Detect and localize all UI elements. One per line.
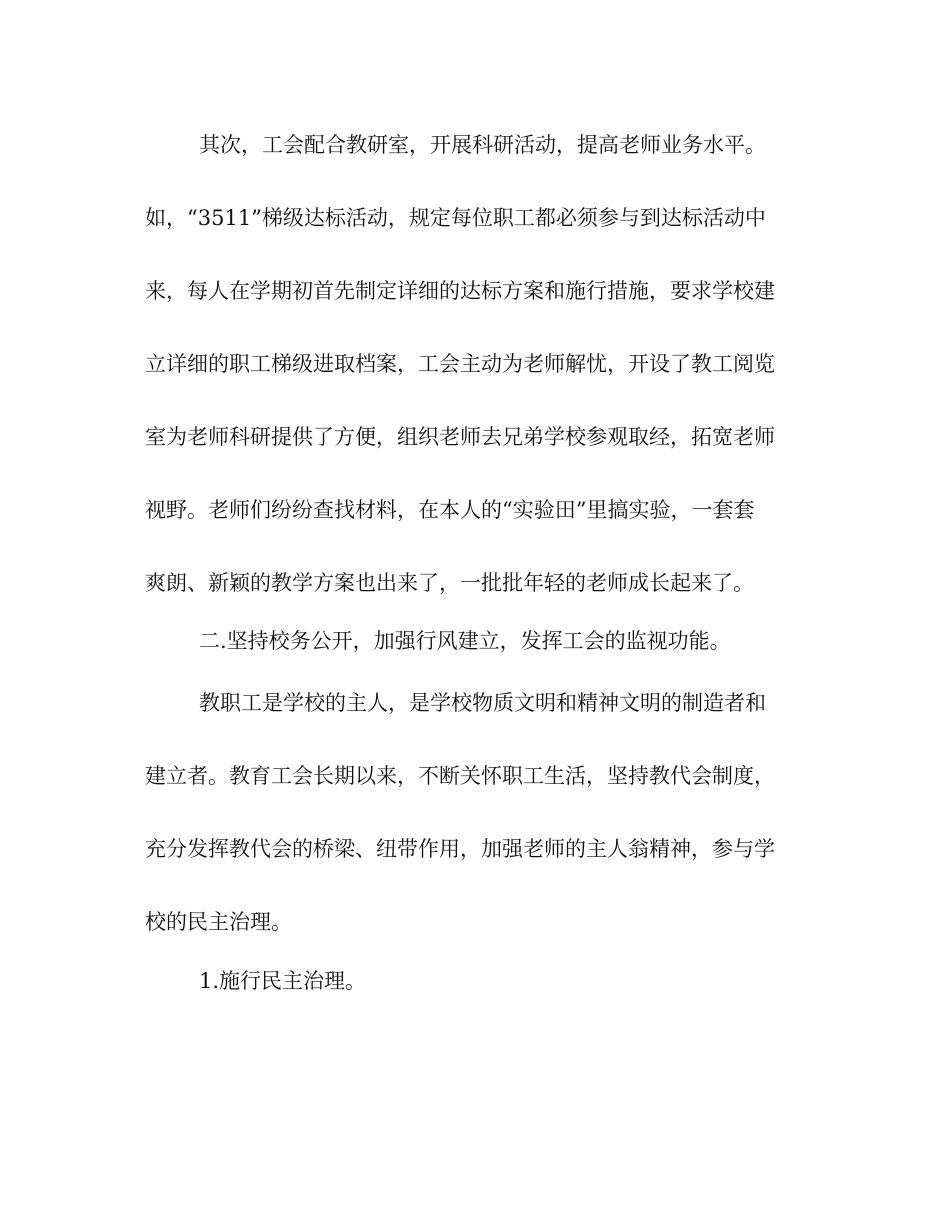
paragraph-line-5: 室为老师科研提供了方便，组织老师去兄弟学校参观取经，拓宽老师 [145, 425, 775, 449]
paragraph-line-4: 立详细的职工梯级进取档案，工会主动为老师解忧，开设了教工阅览 [145, 352, 775, 376]
subsection-heading: 1.施行民主治理。 [199, 969, 367, 993]
paragraph-line-11: 校的民主治理。 [145, 910, 292, 934]
paragraph-line-2: 如，“3511”梯级达标活动，规定每位职工都必须参与到达标活动中 [145, 206, 766, 230]
paragraph-line-8: 教职工是学校的主人，是学校物质文明和精神文明的制造者和 [199, 691, 766, 715]
paragraph-line-3: 来，每人在学期初首先制定详细的达标方案和施行措施，要求学校建 [145, 279, 775, 303]
paragraph-line-6: 视野。老师们纷纷查找材料，在本人的“实验田”里搞实验，一套套 [145, 498, 755, 522]
section-heading: 二.坚持校务公开，加强行风建立，发挥工会的监视功能。 [199, 629, 731, 653]
paragraph-line-10: 充分发挥教代会的桥梁、纽带作用，加强老师的主人翁精神，参与学 [145, 837, 775, 861]
paragraph-line-1: 其次，工会配合教研室，开展科研活动，提高老师业务水平。 [199, 133, 766, 157]
paragraph-line-9: 建立者。教育工会长期以来，不断关怀职工生活，坚持教代会制度， [145, 764, 775, 788]
paragraph-line-7: 爽朗、新颖的教学方案也出来了，一批批年轻的老师成长起来了。 [145, 571, 754, 595]
